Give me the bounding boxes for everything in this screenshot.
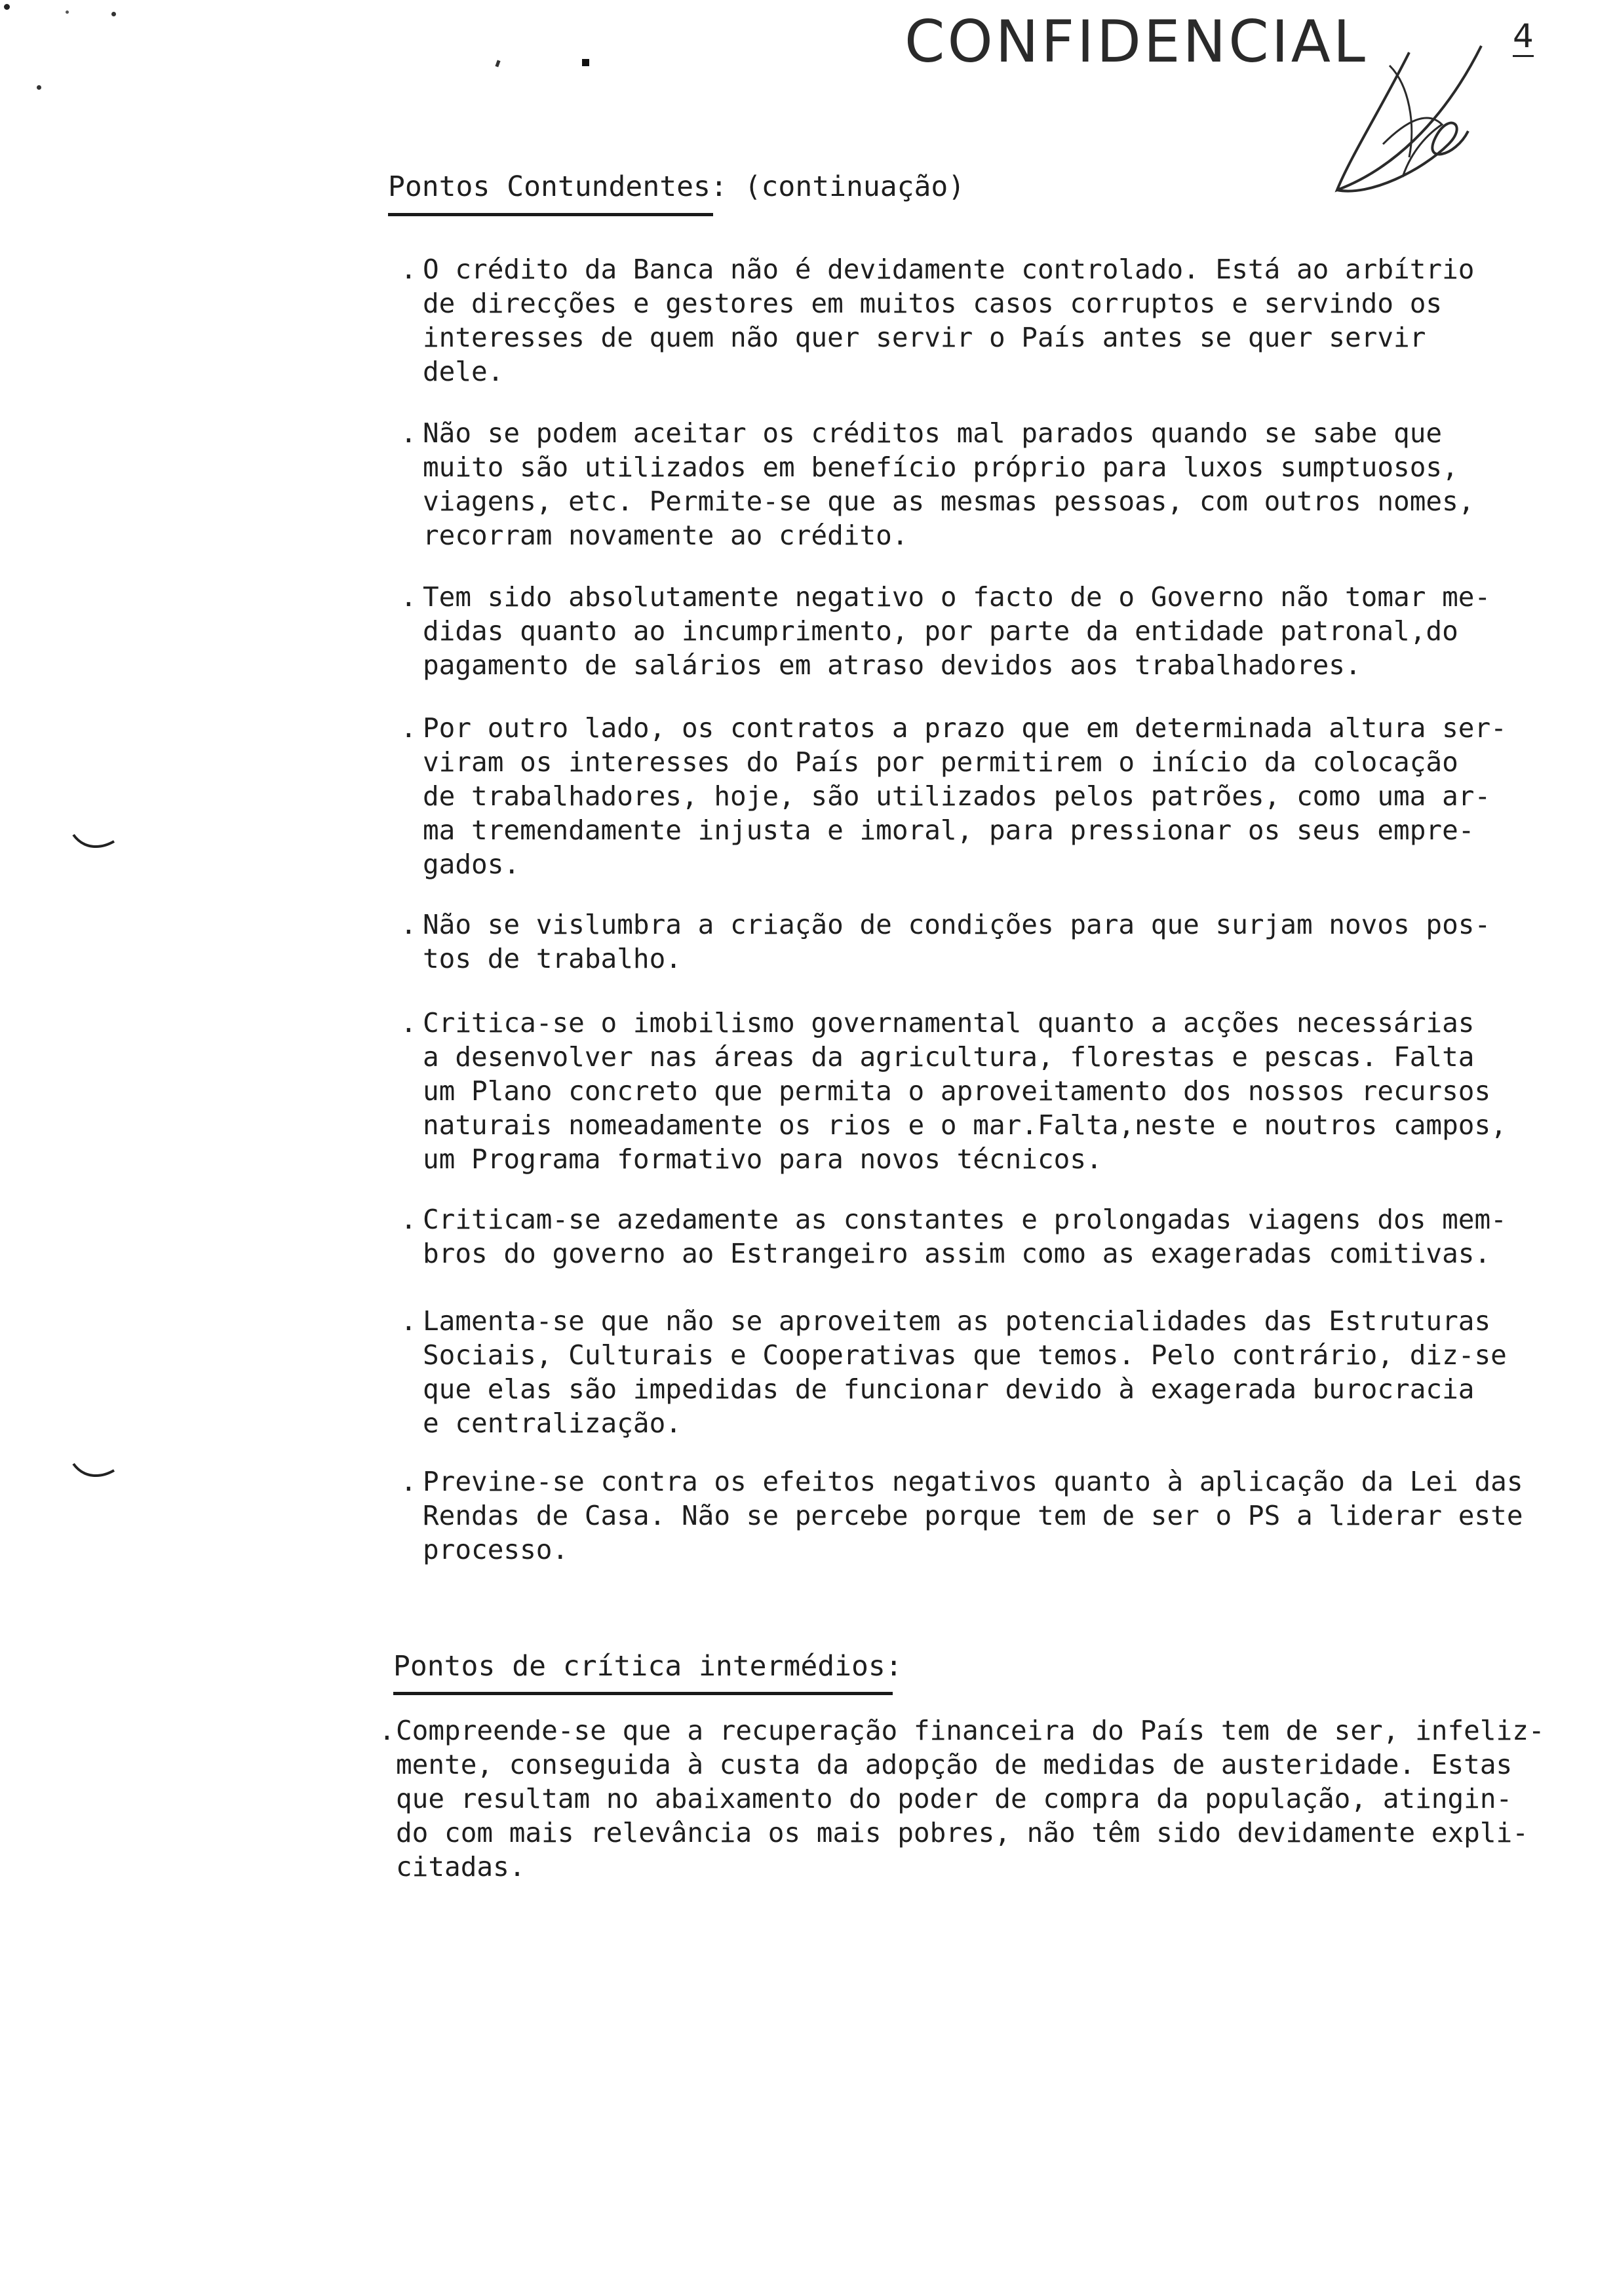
heading-underline xyxy=(388,213,713,216)
list-item-text: Criticam-se azedamente as constantes e prolongadas viagens dos mem- bros do governo ao Estrangeiro assim como as exageradas comitivas. xyxy=(423,1204,1507,1269)
list-item xyxy=(400,1006,1537,1176)
section-heading-pontos-de-critica: Pontos de crítica intermédios: xyxy=(393,1650,903,1683)
list-item xyxy=(400,908,1537,976)
list-item-text: Não se vislumbra a criação de condições para que surjam novos pos- tos de trabalho. xyxy=(423,909,1491,974)
list-item-text: O crédito da Banca não é devidamente controlado. Está ao arbítrio de direcções e gestores em muitos casos corruptos e servindo os interesses de quem não quer servir o País antes se quer servir dele. xyxy=(423,254,1475,387)
scan-speck xyxy=(582,59,589,66)
list-item-text: Por outro lado, os contratos a prazo que em determinada altura ser- viram os interesses do País por permitirem o início da colocação de trabalhadores, hoje, são utilizados pelos patrões, como uma ar- ma tremendamente injusta e imoral, para pressionar os seus empre- gados. xyxy=(423,712,1507,880)
list-item-text: Previne-se contra os efeitos negativos quanto à aplicação da Lei das Rendas de Casa. Não se percebe porque tem de ser o PS a liderar este processo. xyxy=(423,1466,1523,1565)
scan-speck xyxy=(495,60,500,67)
section-heading-pontos-contundentes: Pontos Contundentes: (continuação) xyxy=(388,170,965,203)
list-item xyxy=(400,1202,1537,1271)
list-item xyxy=(400,252,1537,389)
confidential-stamp xyxy=(905,8,1368,75)
bullet-dot: . xyxy=(400,1007,417,1039)
list-item-text: Não se podem aceitar os créditos mal parados quando se sabe que muito são utilizados em benefício próprio para luxos sumptuosos, viagens, etc. Permite-se que as mesmas pessoas, com outros nomes, recorram novamente ao crédito. xyxy=(423,417,1475,551)
bullet-dot: . xyxy=(400,581,417,613)
confidential-stamp-text: CONFIDENCIAL xyxy=(905,8,1368,75)
list-item xyxy=(379,1713,1576,1884)
page-number: 4 xyxy=(1513,20,1534,57)
list-item-text: Lamenta-se que não se aproveitem as potencialidades das Estruturas Sociais, Culturais e Cooperativas que temos. Pelo contrário, diz-se que elas são impedidas de funcionar devido à exagerada burocracia e centralização. xyxy=(423,1305,1507,1439)
scan-speck xyxy=(111,12,116,16)
list-item xyxy=(400,580,1537,682)
scan-speck xyxy=(66,10,69,14)
bullet-dot: . xyxy=(400,1305,417,1337)
list-item xyxy=(400,1464,1537,1567)
bullet-dot: . xyxy=(400,1204,417,1235)
scan-speck xyxy=(4,4,10,10)
bullet-dot: . xyxy=(400,1466,417,1497)
list-item xyxy=(400,416,1537,552)
list-item xyxy=(400,711,1537,881)
bullet-dot: . xyxy=(400,909,417,940)
scan-speck xyxy=(37,85,41,90)
list-item xyxy=(400,1304,1537,1440)
list-item-text: Tem sido absolutamente negativo o facto de o Governo não tomar me- didas quanto ao incumprimento, por parte da entidade patronal,do pagamento de salários em atraso devidos aos trabalhadores. xyxy=(423,581,1491,681)
list-item-text: Compreende-se que a recuperação financeira do País tem de ser, infeliz- mente, conseguida à custa da adopção de medidas de austeridade. Estas que resultam no abaixamento do poder de compra da população, atingin- do com mais relevância os mais pobres, não têm sido devidamente expli- citadas. xyxy=(396,1715,1545,1883)
handwritten-signature-icon xyxy=(1311,26,1508,210)
binder-punch-mark-icon xyxy=(71,1461,117,1481)
bullet-dot: . xyxy=(400,712,417,744)
bullet-dot: . xyxy=(400,417,417,449)
binder-punch-mark-icon xyxy=(71,832,117,852)
list-item-text: Critica-se o imobilismo governamental quanto a acções necessárias a desenvolver nas áreas da agricultura, florestas e pescas. Falta um Plano concreto que permita o aproveitamento dos nossos recursos naturais nomeadamente os rios e o mar.Falta,neste e noutros campos, um Programa formativo para novos técnicos. xyxy=(423,1007,1507,1175)
bullet-dot: . xyxy=(400,254,417,285)
heading-underline xyxy=(393,1692,893,1695)
bullet-dot: . xyxy=(379,1715,395,1746)
